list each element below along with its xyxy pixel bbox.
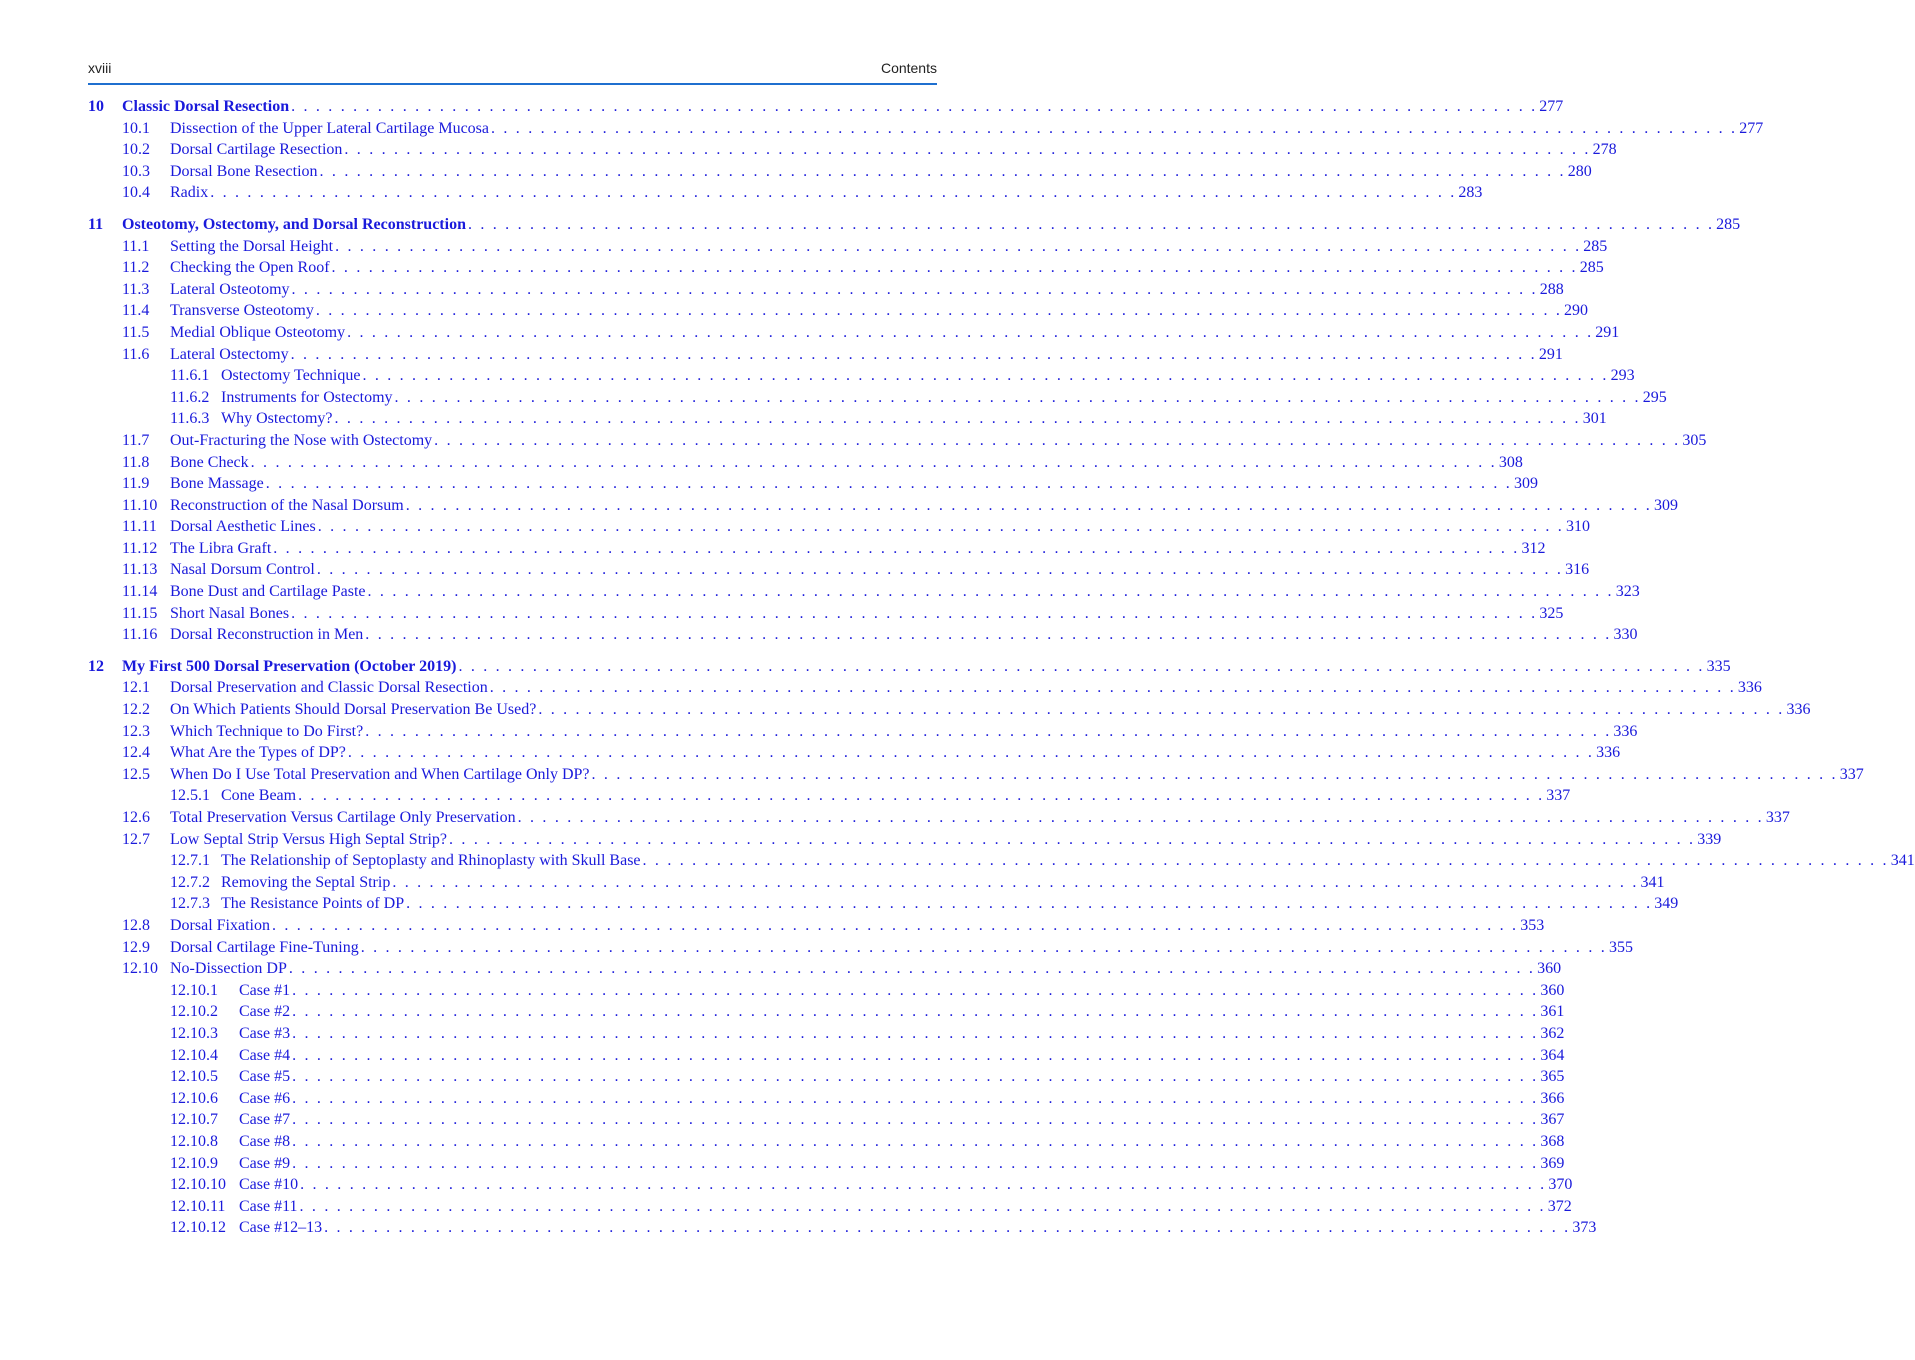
entry-page-number: 368 [1540, 1132, 1565, 1150]
entry-title: The Libra Graft [170, 539, 272, 557]
entry-page-number: 361 [1540, 1003, 1565, 1021]
entry-title: Reconstruction of the Nasal Dorsum [170, 496, 404, 514]
entry-page-number: 336 [1737, 679, 1762, 697]
entry-page-number: 337 [1765, 809, 1790, 826]
dot-leader: . . . . . . . . . . . . . . . . . . . . . . . . . . . . . . . . . . . . . . . . . . . . . . . . . . . . . . . . . . . . . . . . . . . . . . . . . . . . . . . . . . . . . . . . . . . . . . . . . . . . . [292, 1024, 1539, 1042]
entry-title: Case #8 [239, 1132, 291, 1150]
section-entry[interactable] [88, 937, 1633, 959]
entry-page-number: 339 [1697, 830, 1722, 848]
entry-title: Case #11 [239, 1197, 298, 1215]
entry-page-number: 309 [1513, 475, 1538, 493]
entry-page-number: 336 [1786, 701, 1811, 719]
subsection-entry[interactable] [88, 893, 1679, 915]
entry-title: Nasal Dorsum Control [170, 561, 315, 579]
entry-title: Bone Check [170, 453, 249, 471]
section-entry[interactable] [88, 764, 1864, 786]
entry-page-number: 285 [1583, 237, 1608, 255]
dot-leader: . . . . . . . . . . . . . . . . . . . . . . . . . . . . . . . . . . . . . . . . . . . . . . . . . . . . . . . . . . . . . . . . . . . . . . . . . . . . . . . . . . . . . . . . . . . . . . . . . . . . . [517, 809, 1764, 826]
dot-leader: . . . . . . . . . . . . . . . . . . . . . . . . . . . . . . . . . . . . . . . . . . . . . . . . . . . . . . . . . . . . . . . . . . . . . . . . . . . . . . . . . . . . . . . . . . . . . . . . . . . . . [288, 960, 1536, 978]
entry-page-number: 277 [1539, 98, 1564, 115]
entry-title: Which Technique to Do First? [170, 722, 364, 740]
dot-leader: . . . . . . . . . . . . . . . . . . . . . . . . . . . . . . . . . . . . . . . . . . . . . . . . . . . . . . . . . . . . . . . . . . . . . . . . . . . . . . . . . . . . . . . . . . . . . . . . . . . . . [290, 345, 1537, 363]
chapter-entry[interactable] [88, 656, 1731, 678]
entry-title: Dorsal Bone Resection [170, 162, 318, 180]
entry-page-number: 360 [1537, 960, 1562, 978]
entry-page-number: 337 [1546, 787, 1571, 805]
entry-number: 12.8 [122, 916, 150, 934]
entry-number: 12.10.6 [170, 1089, 218, 1107]
dot-leader: . . . . . . . . . . . . . . . . . . . . . . . . . . . . . . . . . . . . . . . . . . . . . . . . . . . . . . . . . . . . . . . . . . . . . . . . . . . . . . . . . . . . . . . . . . . . . . . . . . . . . [292, 981, 1539, 999]
entry-page-number: 360 [1540, 981, 1565, 999]
entry-page-number: 310 [1565, 518, 1590, 536]
entry-title: Cone Beam [221, 787, 297, 805]
entry-number: 12.1 [122, 679, 150, 697]
entry-number: 11.6 [122, 345, 150, 363]
entry-title: My First 500 Dorsal Preservation (October 2019) [122, 657, 457, 675]
dot-leader: . . . . . . . . . . . . . . . . . . . . . . . . . . . . . . . . . . . . . . . . . . . . . . . . . . . . . . . . . . . . . . . . . . . . . . . . . . . . . . . . . . . . . . . . . . . . . . . . . . . . . [367, 583, 1614, 601]
entry-number: 10.2 [122, 141, 150, 159]
entry-title: Short Nasal Bones [170, 604, 290, 622]
section-entry[interactable] [88, 677, 1762, 699]
section-entry[interactable] [88, 581, 1640, 603]
section-entry[interactable] [88, 958, 1562, 980]
dot-leader: . . . . . . . . . . . . . . . . . . . . . . . . . . . . . . . . . . . . . . . . . . . . . . . . . . . . . . . . . . . . . . . . . . . . . . . . . . . . . . . . . . . . . . . . . . . . . . . . . . . . . [467, 215, 1715, 233]
entry-number: 11.10 [122, 496, 158, 514]
entry-page-number: 309 [1653, 496, 1678, 514]
entry-title: Lateral Osteotomy [170, 280, 290, 298]
chapter-block [88, 656, 1915, 1239]
table-of-contents [88, 96, 1915, 1249]
entry-number: 11.13 [122, 561, 158, 579]
dot-leader: . . . . . . . . . . . . . . . . . . . . . . . . . . . . . . . . . . . . . . . . . . . . . . . . . . . . . . . . . . . . . . . . . . . . . . . . . . . . . . . . . . . . . . . . . . . . . . . . . . . . . [265, 475, 1512, 493]
subsection-entry[interactable] [88, 1217, 1597, 1239]
entry-title: Dorsal Fixation [170, 916, 270, 934]
dot-leader: . . . . . . . . . . . . . . . . . . . . . . . . . . . . . . . . . . . . . . . . . . . . . . . . . . . . . . . . . . . . . . . . . . . . . . . . . . . . . . . . . . . . . . . . . . . . . . . . . . . . . [299, 1197, 1546, 1215]
section-entry[interactable] [88, 182, 1483, 204]
entry-page-number: 362 [1540, 1024, 1565, 1042]
entry-number: 10.1 [122, 119, 150, 137]
section-entry[interactable] [88, 236, 1608, 258]
subsection-entry[interactable] [88, 1088, 1565, 1110]
entry-number: 11.7 [122, 431, 150, 449]
dot-leader: . . . . . . . . . . . . . . . . . . . . . . . . . . . . . . . . . . . . . . . . . . . . . . . . . . . . . . . . . . . . . . . . . . . . . . . . . . . . . . . . . . . . . . . . . . . . . . . . . . . . . [291, 98, 1538, 115]
page-number: xviii [88, 60, 112, 76]
entry-number: 12.10.8 [170, 1132, 218, 1150]
entry-number: 12.7.3 [170, 895, 210, 913]
entry-title: Lateral Ostectomy [170, 345, 289, 363]
entry-number: 12.5.1 [170, 787, 210, 805]
dot-leader: . . . . . . . . . . . . . . . . . . . . . . . . . . . . . . . . . . . . . . . . . . . . . . . . . . . . . . . . . . . . . . . . . . . . . . . . . . . . . . . . . . . . . . . . . . . . . . . . . . . . . [538, 701, 1785, 719]
dot-leader: . . . . . . . . . . . . . . . . . . . . . . . . . . . . . . . . . . . . . . . . . . . . . . . . . . . . . . . . . . . . . . . . . . . . . . . . . . . . . . . . . . . . . . . . . . . . . . . . . . . . . [347, 744, 1595, 762]
entry-title: Bone Dust and Cartilage Paste [170, 583, 366, 601]
entry-number: 10.3 [122, 162, 150, 180]
subsection-entry[interactable] [88, 1066, 1565, 1088]
dot-leader: . . . . . . . . . . . . . . . . . . . . . . . . . . . . . . . . . . . . . . . . . . . . . . . . . . . . . . . . . . . . . . . . . . . . . . . . . . . . . . . . . . . . . . . . . . . . . . . . . . . . . [331, 259, 1578, 277]
entry-title: Dorsal Aesthetic Lines [170, 518, 316, 536]
subsection-entry[interactable] [88, 1174, 1573, 1196]
entry-page-number: 369 [1540, 1154, 1565, 1172]
entry-number: 12.7.2 [170, 873, 210, 891]
section-entry[interactable] [88, 322, 1620, 344]
entry-number: 11.8 [122, 453, 150, 471]
entry-title: Case #6 [239, 1089, 291, 1107]
subsection-entry[interactable] [88, 872, 1665, 894]
entry-title: Instruments for Ostectomy [221, 388, 393, 406]
subsection-entry[interactable] [88, 1109, 1565, 1131]
entry-number: 12.10.4 [170, 1046, 218, 1064]
entry-page-number: 337 [1839, 765, 1864, 783]
entry-page-number: 370 [1548, 1176, 1573, 1194]
section-entry[interactable] [88, 559, 1590, 581]
entry-page-number: 335 [1706, 657, 1731, 675]
entry-number: 11.2 [122, 259, 150, 277]
entry-number: 12.4 [122, 744, 150, 762]
section-entry[interactable] [88, 721, 1638, 743]
entry-number: 12.10.5 [170, 1068, 218, 1086]
entry-title: What Are the Types of DP? [170, 744, 346, 762]
entry-title: Case #10 [239, 1176, 299, 1194]
section-entry[interactable] [88, 495, 1678, 517]
dot-leader: . . . . . . . . . . . . . . . . . . . . . . . . . . . . . . . . . . . . . . . . . . . . . . . . . . . . . . . . . . . . . . . . . . . . . . . . . . . . . . . . . . . . . . . . . . . . . . . . . . . . . [319, 162, 1566, 180]
subsection-entry[interactable] [88, 1131, 1565, 1153]
entry-title: Low Septal Strip Versus High Septal Strip? [170, 830, 448, 848]
subsection-entry[interactable] [88, 1196, 1572, 1218]
section-entry[interactable] [88, 300, 1589, 322]
entry-number: 11.1 [122, 237, 150, 255]
entry-title: Classic Dorsal Resection [122, 98, 290, 115]
entry-title: On Which Patients Should Dorsal Preservation Be Used? [170, 701, 537, 719]
entry-number: 11.6.3 [170, 410, 210, 428]
entry-number: 12.10.12 [170, 1219, 226, 1237]
dot-leader: . . . . . . . . . . . . . . . . . . . . . . . . . . . . . . . . . . . . . . . . . . . . . . . . . . . . . . . . . . . . . . . . . . . . . . . . . . . . . . . . . . . . . . . . . . . . . . . . . . . . . [292, 1046, 1539, 1064]
entry-title: Dorsal Cartilage Resection [170, 141, 343, 159]
dot-leader: . . . . . . . . . . . . . . . . . . . . . . . . . . . . . . . . . . . . . . . . . . . . . . . . . . . . . . . . . . . . . . . . . . . . . . . . . . . . . . . . . . . . . . . . . . . . . . . . . . . . . [272, 916, 1519, 934]
entry-page-number: 278 [1592, 141, 1617, 159]
entry-title: Total Preservation Versus Cartilage Only Preservation [170, 809, 516, 826]
section-entry[interactable] [88, 118, 1764, 140]
dot-leader: . . . . . . . . . . . . . . . . . . . . . . . . . . . . . . . . . . . . . . . . . . . . . . . . . . . . . . . . . . . . . . . . . . . . . . . . . . . . . . . . . . . . . . . . . . . . . . . . . . . . . [334, 410, 1581, 428]
section-entry[interactable] [88, 538, 1546, 560]
chapter-entry[interactable] [88, 214, 1741, 236]
entry-title: Dorsal Preservation and Classic Dorsal Resection [170, 679, 488, 697]
dot-leader: . . . . . . . . . . . . . . . . . . . . . . . . . . . . . . . . . . . . . . . . . . . . . . . . . . . . . . . . . . . . . . . . . . . . . . . . . . . . . . . . . . . . . . . . . . . . . . . . . . . . . [434, 431, 1681, 449]
entry-page-number: 291 [1538, 345, 1563, 363]
dot-leader: . . . . . . . . . . . . . . . . . . . . . . . . . . . . . . . . . . . . . . . . . . . . . . . . . . . . . . . . . . . . . . . . . . . . . . . . . . . . . . . . . . . . . . . . . . . . . . . . . . . . . [292, 1154, 1539, 1172]
entry-number: 11.6.1 [170, 367, 210, 385]
entry-title: Checking the Open Roof [170, 259, 330, 277]
running-head [88, 60, 937, 80]
entry-title: Case #5 [239, 1068, 291, 1086]
entry-page-number: 293 [1610, 367, 1635, 385]
entry-title: Ostectomy Technique [221, 367, 361, 385]
entry-page-number: 353 [1520, 916, 1545, 934]
section-entry[interactable] [88, 161, 1592, 183]
entry-number: 12.10.10 [170, 1176, 226, 1194]
entry-number: 12.10.3 [170, 1024, 218, 1042]
entry-number: 12.7.1 [170, 852, 210, 870]
entry-title: Removing the Septal Strip [221, 873, 391, 891]
dot-leader: . . . . . . . . . . . . . . . . . . . . . . . . . . . . . . . . . . . . . . . . . . . . . . . . . . . . . . . . . . . . . . . . . . . . . . . . . . . . . . . . . . . . . . . . . . . . . . . . . . . . . [273, 539, 1520, 557]
entry-page-number: 285 [1579, 259, 1604, 277]
entry-title: The Relationship of Septoplasty and Rhinoplasty with Skull Base [221, 852, 641, 870]
entry-page-number: 341 [1890, 852, 1915, 870]
entry-title: Dorsal Reconstruction in Men [170, 626, 364, 644]
entry-title: Case #2 [239, 1003, 291, 1021]
entry-number: 11.15 [122, 604, 158, 622]
entry-number: 12.10.7 [170, 1111, 218, 1129]
dot-leader: . . . . . . . . . . . . . . . . . . . . . . . . . . . . . . . . . . . . . . . . . . . . . . . . . . . . . . . . . . . . . . . . . . . . . . . . . . . . . . . . . . . . . . . . . . . . . . . . . . . . . [458, 657, 1705, 675]
dot-leader: . . . . . . . . . . . . . . . . . . . . . . . . . . . . . . . . . . . . . . . . . . . . . . . . . . . . . . . . . . . . . . . . . . . . . . . . . . . . . . . . . . . . . . . . . . . . . . . . . . . . . [298, 787, 1545, 805]
section-entry[interactable] [88, 603, 1564, 625]
section-entry[interactable] [88, 452, 1523, 474]
entry-page-number: 308 [1498, 453, 1523, 471]
dot-leader: . . . . . . . . . . . . . . . . . . . . . . . . . . . . . . . . . . . . . . . . . . . . . . . . . . . . . . . . . . . . . . . . . . . . . . . . . . . . . . . . . . . . . . . . . . . . . . . . . . . . . [392, 873, 1639, 891]
entry-page-number: 349 [1654, 895, 1679, 913]
entry-page-number: 365 [1540, 1068, 1565, 1086]
dot-leader: . . . . . . . . . . . . . . . . . . . . . . . . . . . . . . . . . . . . . . . . . . . . . . . . . . . . . . . . . . . . . . . . . . . . . . . . . . . . . . . . . . . . . . . . . . . . . . . . . . . . . [491, 119, 1738, 137]
entry-title: Case #1 [239, 981, 291, 999]
dot-leader: . . . . . . . . . . . . . . . . . . . . . . . . . . . . . . . . . . . . . . . . . . . . . . . . . . . . . . . . . . . . . . . . . . . . . . . . . . . . . . . . . . . . . . . . . . . . . . . . . . . . . [292, 1068, 1539, 1086]
section-entry[interactable] [88, 742, 1621, 764]
entry-page-number: 355 [1608, 938, 1633, 956]
dot-leader: . . . . . . . . . . . . . . . . . . . . . . . . . . . . . . . . . . . . . . . . . . . . . . . . . . . . . . . . . . . . . . . . . . . . . . . . . . . . . . . . . . . . . . . . . . . . . . . . . . . . . [315, 302, 1563, 320]
dot-leader: . . . . . . . . . . . . . . . . . . . . . . . . . . . . . . . . . . . . . . . . . . . . . . . . . . . . . . . . . . . . . . . . . . . . . . . . . . . . . . . . . . . . . . . . . . . . . . . . . . . . . [210, 184, 1457, 202]
entry-number: 12.7 [122, 830, 150, 848]
entry-number: 11.16 [122, 626, 158, 644]
section-entry[interactable] [88, 139, 1617, 161]
subsection-entry[interactable] [88, 387, 1667, 409]
dot-leader: . . . . . . . . . . . . . . . . . . . . . . . . . . . . . . . . . . . . . . . . . . . . . . . . . . . . . . . . . . . . . . . . . . . . . . . . . . . . . . . . . . . . . . . . . . . . . . . . . . . . . [591, 765, 1838, 783]
dot-leader: . . . . . . . . . . . . . . . . . . . . . . . . . . . . . . . . . . . . . . . . . . . . . . . . . . . . . . . . . . . . . . . . . . . . . . . . . . . . . . . . . . . . . . . . . . . . . . . . . . . . . [300, 1176, 1547, 1194]
dot-leader: . . . . . . . . . . . . . . . . . . . . . . . . . . . . . . . . . . . . . . . . . . . . . . . . . . . . . . . . . . . . . . . . . . . . . . . . . . . . . . . . . . . . . . . . . . . . . . . . . . . . . [292, 1132, 1539, 1150]
entry-title: Osteotomy, Ostectomy, and Dorsal Reconstruction [122, 215, 466, 233]
entry-page-number: 290 [1564, 302, 1589, 320]
subsection-entry[interactable] [88, 980, 1565, 1002]
entry-page-number: 305 [1682, 431, 1707, 449]
entry-page-number: 364 [1540, 1046, 1565, 1064]
dot-leader: . . . . . . . . . . . . . . . . . . . . . . . . . . . . . . . . . . . . . . . . . . . . . . . . . . . . . . . . . . . . . . . . . . . . . . . . . . . . . . . . . . . . . . . . . . . . . . . . . . . . . [316, 561, 1564, 579]
section-entry[interactable] [88, 516, 1590, 538]
section-entry[interactable] [88, 430, 1707, 452]
section-entry[interactable] [88, 279, 1564, 301]
dot-leader: . . . . . . . . . . . . . . . . . . . . . . . . . . . . . . . . . . . . . . . . . . . . . . . . . . . . . . . . . . . . . . . . . . . . . . . . . . . . . . . . . . . . . . . . . . . . . . . . . . . . . [344, 141, 1591, 159]
entry-title: Bone Massage [170, 475, 264, 493]
entry-number: 11.12 [122, 539, 158, 557]
section-entry[interactable] [88, 915, 1545, 937]
dot-leader: . . . . . . . . . . . . . . . . . . . . . . . . . . . . . . . . . . . . . . . . . . . . . . . . . . . . . . . . . . . . . . . . . . . . . . . . . . . . . . . . . . . . . . . . . . . . . . . . . . . . . [292, 1111, 1539, 1129]
entry-title: Dissection of the Upper Lateral Cartilage Mucosa [170, 119, 489, 137]
entry-page-number: 283 [1458, 184, 1483, 202]
entry-title: Case #4 [239, 1046, 291, 1064]
dot-leader: . . . . . . . . . . . . . . . . . . . . . . . . . . . . . . . . . . . . . . . . . . . . . . . . . . . . . . . . . . . . . . . . . . . . . . . . . . . . . . . . . . . . . . . . . . . . . . . . . . . . . [292, 1089, 1539, 1107]
subsection-entry[interactable] [88, 1023, 1565, 1045]
header-rule [88, 83, 937, 85]
subsection-entry[interactable] [88, 408, 1607, 430]
entry-page-number: 372 [1547, 1197, 1572, 1215]
dot-leader: . . . . . . . . . . . . . . . . . . . . . . . . . . . . . . . . . . . . . . . . . . . . . . . . . . . . . . . . . . . . . . . . . . . . . . . . . . . . . . . . . . . . . . . . . . . . . . . . . . . . . [292, 1003, 1539, 1021]
entry-page-number: 312 [1521, 539, 1546, 557]
subsection-entry[interactable] [88, 1153, 1565, 1175]
entry-title: Transverse Osteotomy [170, 302, 314, 320]
entry-title: Case #7 [239, 1111, 291, 1129]
entry-page-number: 341 [1640, 873, 1665, 891]
subsection-entry[interactable] [88, 785, 1571, 807]
dot-leader: . . . . . . . . . . . . . . . . . . . . . . . . . . . . . . . . . . . . . . . . . . . . . . . . . . . . . . . . . . . . . . . . . . . . . . . . . . . . . . . . . . . . . . . . . . . . . . . . . . . . . [335, 237, 1582, 255]
dot-leader: . . . . . . . . . . . . . . . . . . . . . . . . . . . . . . . . . . . . . . . . . . . . . . . . . . . . . . . . . . . . . . . . . . . . . . . . . . . . . . . . . . . . . . . . . . . . . . . . . . . . . [250, 453, 1497, 471]
section-entry[interactable] [88, 624, 1638, 646]
dot-leader: . . . . . . . . . . . . . . . . . . . . . . . . . . . . . . . . . . . . . . . . . . . . . . . . . . . . . . . . . . . . . . . . . . . . . . . . . . . . . . . . . . . . . . . . . . . . . . . . . . . . . [360, 938, 1607, 956]
subsection-entry[interactable] [88, 1001, 1565, 1023]
entry-number: 11.3 [122, 280, 150, 298]
entry-title: Dorsal Cartilage Fine-Tuning [170, 938, 359, 956]
entry-number: 12.3 [122, 722, 150, 740]
dot-leader: . . . . . . . . . . . . . . . . . . . . . . . . . . . . . . . . . . . . . . . . . . . . . . . . . . . . . . . . . . . . . . . . . . . . . . . . . . . . . . . . . . . . . . . . . . . . . . . . . . . . . [317, 518, 1564, 536]
dot-leader: . . . . . . . . . . . . . . . . . . . . . . . . . . . . . . . . . . . . . . . . . . . . . . . . . . . . . . . . . . . . . . . . . . . . . . . . . . . . . . . . . . . . . . . . . . . . . . . . . . . . . [347, 323, 1594, 341]
section-entry[interactable] [88, 829, 1722, 851]
entry-number: 11.11 [122, 518, 157, 536]
dot-leader: . . . . . . . . . . . . . . . . . . . . . . . . . . . . . . . . . . . . . . . . . . . . . . . . . . . . . . . . . . . . . . . . . . . . . . . . . . . . . . . . . . . . . . . . . . . . . . . . . . . . . [291, 604, 1538, 622]
dot-leader: . . . . . . . . . . . . . . . . . . . . . . . . . . . . . . . . . . . . . . . . . . . . . . . . . . . . . . . . . . . . . . . . . . . . . . . . . . . . . . . . . . . . . . . . . . . . . . . . . . . . . [324, 1219, 1571, 1237]
entry-number: 12.10 [122, 960, 158, 978]
entry-page-number: 336 [1613, 722, 1638, 740]
entry-number: 12.2 [122, 701, 150, 719]
entry-page-number: 288 [1539, 280, 1564, 298]
entry-title: Case #9 [239, 1154, 291, 1172]
chapter-entry[interactable] [88, 96, 1564, 118]
entry-number: 11.5 [122, 323, 150, 341]
entry-page-number: 291 [1595, 323, 1620, 341]
entry-title: Medial Oblique Osteotomy [170, 323, 346, 341]
chapter-block [88, 96, 1764, 204]
entry-number: 12.5 [122, 765, 150, 783]
entry-title: When Do I Use Total Preservation and When Cartilage Only DP? [170, 765, 590, 783]
entry-page-number: 366 [1540, 1089, 1565, 1107]
running-title: Contents [880, 60, 937, 76]
dot-leader: . . . . . . . . . . . . . . . . . . . . . . . . . . . . . . . . . . . . . . . . . . . . . . . . . . . . . . . . . . . . . . . . . . . . . . . . . . . . . . . . . . . . . . . . . . . . . . . . . . . . . [489, 679, 1736, 697]
entry-number: 11.4 [122, 302, 150, 320]
dot-leader: . . . . . . . . . . . . . . . . . . . . . . . . . . . . . . . . . . . . . . . . . . . . . . . . . . . . . . . . . . . . . . . . . . . . . . . . . . . . . . . . . . . . . . . . . . . . . . . . . . . . . [394, 388, 1641, 406]
section-entry[interactable] [88, 699, 1811, 721]
subsection-entry[interactable] [88, 1045, 1565, 1067]
entry-title: Radix [170, 184, 209, 202]
entry-number: 10 [88, 98, 104, 115]
entry-number: 11.9 [122, 475, 150, 493]
entry-page-number: 280 [1567, 162, 1592, 180]
entry-number: 12 [88, 657, 104, 675]
section-entry[interactable] [88, 344, 1563, 366]
entry-number: 12.6 [122, 809, 150, 826]
entry-number: 11.14 [122, 583, 158, 601]
entry-title: Case #3 [239, 1024, 291, 1042]
dot-leader: . . . . . . . . . . . . . . . . . . . . . . . . . . . . . . . . . . . . . . . . . . . . . . . . . . . . . . . . . . . . . . . . . . . . . . . . . . . . . . . . . . . . . . . . . . . . . . . . . . . . . [362, 367, 1609, 385]
dot-leader: . . . . . . . . . . . . . . . . . . . . . . . . . . . . . . . . . . . . . . . . . . . . . . . . . . . . . . . . . . . . . . . . . . . . . . . . . . . . . . . . . . . . . . . . . . . . . . . . . . . . . [365, 626, 1612, 644]
entry-title: Setting the Dorsal Height [170, 237, 334, 255]
entry-number: 12.10.9 [170, 1154, 218, 1172]
entry-page-number: 367 [1540, 1111, 1565, 1129]
entry-page-number: 285 [1716, 215, 1741, 233]
entry-number: 11 [88, 215, 104, 233]
entry-page-number: 373 [1572, 1219, 1597, 1237]
entry-page-number: 295 [1642, 388, 1667, 406]
dot-leader: . . . . . . . . . . . . . . . . . . . . . . . . . . . . . . . . . . . . . . . . . . . . . . . . . . . . . . . . . . . . . . . . . . . . . . . . . . . . . . . . . . . . . . . . . . . . . . . . . . . . . [405, 496, 1652, 514]
entry-title: Out-Fracturing the Nose with Ostectomy [170, 431, 433, 449]
entry-number: 11.6.2 [170, 388, 210, 406]
dot-leader: . . . . . . . . . . . . . . . . . . . . . . . . . . . . . . . . . . . . . . . . . . . . . . . . . . . . . . . . . . . . . . . . . . . . . . . . . . . . . . . . . . . . . . . . . . . . . . . . . . . . . [642, 852, 1889, 870]
entry-number: 12.10.1 [170, 981, 218, 999]
entry-number: 10.4 [122, 184, 150, 202]
entry-page-number: 316 [1565, 561, 1590, 579]
subsection-entry[interactable] [88, 365, 1635, 387]
entry-number: 12.10.2 [170, 1003, 218, 1021]
entry-title: No-Dissection DP [170, 960, 287, 978]
dot-leader: . . . . . . . . . . . . . . . . . . . . . . . . . . . . . . . . . . . . . . . . . . . . . . . . . . . . . . . . . . . . . . . . . . . . . . . . . . . . . . . . . . . . . . . . . . . . . . . . . . . . . [365, 722, 1612, 740]
entry-page-number: 301 [1582, 410, 1607, 428]
dot-leader: . . . . . . . . . . . . . . . . . . . . . . . . . . . . . . . . . . . . . . . . . . . . . . . . . . . . . . . . . . . . . . . . . . . . . . . . . . . . . . . . . . . . . . . . . . . . . . . . . . . . . [406, 895, 1653, 913]
section-entry[interactable] [88, 807, 1790, 829]
chapter-block [88, 214, 1741, 646]
entry-page-number: 277 [1739, 119, 1764, 137]
entry-page-number: 323 [1615, 583, 1640, 601]
entry-title: Case #12–13 [239, 1219, 323, 1237]
section-entry[interactable] [88, 257, 1604, 279]
entry-title: The Resistance Points of DP [221, 895, 405, 913]
section-entry[interactable] [88, 473, 1538, 495]
dot-leader: . . . . . . . . . . . . . . . . . . . . . . . . . . . . . . . . . . . . . . . . . . . . . . . . . . . . . . . . . . . . . . . . . . . . . . . . . . . . . . . . . . . . . . . . . . . . . . . . . . . . . [449, 830, 1696, 848]
entry-number: 12.10.11 [170, 1197, 226, 1215]
entry-title: Why Ostectomy? [221, 410, 333, 428]
entry-number: 12.9 [122, 938, 150, 956]
entry-page-number: 325 [1539, 604, 1564, 622]
entry-page-number: 336 [1596, 744, 1621, 762]
subsection-entry[interactable] [88, 850, 1915, 872]
dot-leader: . . . . . . . . . . . . . . . . . . . . . . . . . . . . . . . . . . . . . . . . . . . . . . . . . . . . . . . . . . . . . . . . . . . . . . . . . . . . . . . . . . . . . . . . . . . . . . . . . . . . . [291, 280, 1538, 298]
entry-page-number: 330 [1613, 626, 1638, 644]
